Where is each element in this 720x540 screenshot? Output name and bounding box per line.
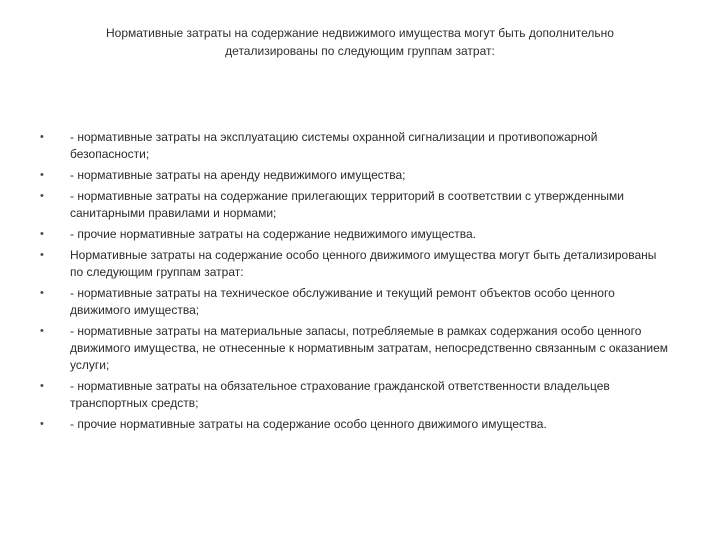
list-item xyxy=(40,226,680,243)
slide-title-line-2: детализированы по следующим группам затрат: xyxy=(225,44,495,58)
bullet-dot-icon: • xyxy=(40,228,44,240)
bullet-dot-icon: • xyxy=(40,169,44,181)
list-item-text: - нормативные затраты на техническое обслуживание и текущий ремонт объектов особо ценного движимого имущества; xyxy=(70,286,615,317)
slide-title xyxy=(60,24,660,60)
bullet-dot-icon: • xyxy=(40,380,44,392)
list-item-text: - нормативные затраты на аренду недвижимого имущества; xyxy=(70,168,406,182)
list-item-text: Нормативные затраты на содержание особо ценного движимого имущества могут быть детализированы по следующим группам затрат: xyxy=(70,248,657,279)
bullet-dot-icon: • xyxy=(40,418,44,430)
bullet-dot-icon: • xyxy=(40,131,44,143)
bullet-dot-icon: • xyxy=(40,249,44,261)
bullet-dot-icon: • xyxy=(40,287,44,299)
bullet-dot-icon: • xyxy=(40,325,44,337)
list-item xyxy=(40,167,680,184)
list-item-text: - нормативные затраты на обязательное страхование гражданской ответственности владельцев транспортных средств; xyxy=(70,379,610,410)
list-item-text: - нормативные затраты на эксплуатацию системы охранной сигнализации и противопожарной безопасности; xyxy=(70,130,598,161)
list-item xyxy=(40,416,680,433)
slide-title-line-1: Нормативные затраты на содержание недвижимого имущества могут быть дополнительно xyxy=(106,26,614,40)
list-item-text: - нормативные затраты на материальные запасы, потребляемые в рамках содержания особо ценного движимого имущества, не отнесенные к нормативным затратам, непосредственно связанным с оказанием услуги; xyxy=(70,324,669,372)
list-item xyxy=(40,247,680,281)
list-item-text: - нормативные затраты на содержание прилегающих территорий в соответствии с утвержденными санитарными правилами и нормами; xyxy=(70,189,624,220)
list-item xyxy=(40,188,680,222)
bullet-list xyxy=(40,129,680,437)
list-item-text: - прочие нормативные затраты на содержание особо ценного движимого имущества. xyxy=(70,417,547,431)
list-item xyxy=(40,285,680,319)
list-item-text: - прочие нормативные затраты на содержание недвижимого имущества. xyxy=(70,227,476,241)
bullet-dot-icon: • xyxy=(40,190,44,202)
list-item xyxy=(40,378,680,412)
list-item xyxy=(40,129,680,163)
list-item xyxy=(40,323,680,374)
